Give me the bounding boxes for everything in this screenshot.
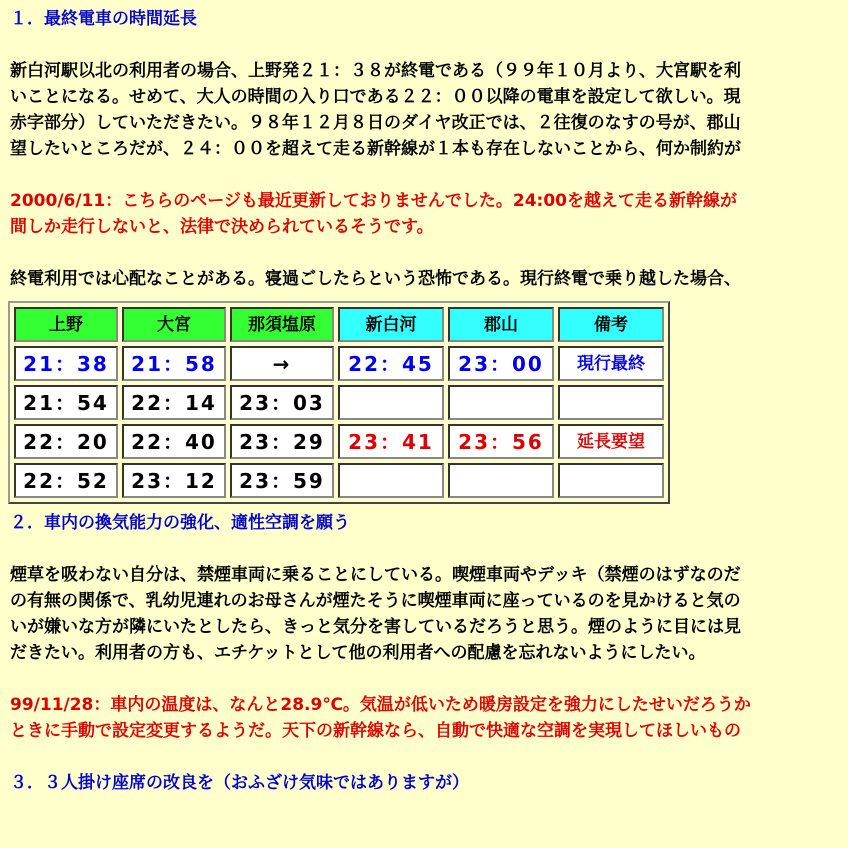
header-ueno: 上野	[14, 307, 118, 342]
time-cell: 23：59	[230, 463, 334, 498]
time-cell: 22：40	[122, 424, 226, 459]
timetable-row	[14, 385, 664, 420]
section1-line: 赤字部分）していただきたい。９８年１２月８日のダイヤ改正では、２往復のなすの号が、郡山	[10, 113, 741, 133]
time-cell	[448, 385, 554, 420]
header-nasushiobara: 那須塩原	[230, 307, 334, 342]
timetable-row	[14, 346, 664, 381]
header-koriyama: 郡山	[448, 307, 554, 342]
update-note-line: 99/11/28：車内の温度は、なんと28.9℃。気温が低いため暖房設定を強力にしたせいだろうか	[10, 695, 751, 715]
section2-line: 煙草を吸わない自分は、禁煙車両に乗ることにしている。喫煙車両やデッキ（禁煙のはずなのだ	[10, 565, 741, 585]
time-cell: 23：03	[230, 385, 334, 420]
update-note-line: ときに手動で設定変更するようだ。天下の新幹線なら、自動で快適な空調を実現してほしいもの	[10, 721, 741, 741]
time-cell: 23：29	[230, 424, 334, 459]
section2-line: いが嫌いな方が隣にいたとしたら、きっと気分を害しているだろうと思う。煙のように目には見	[10, 617, 741, 637]
time-cell: 21：58	[122, 346, 226, 381]
section2-line: の有無の関係で、乳幼児連れのお母さんが煙たそうに喫煙車両に座っているのを見かけると気の	[10, 591, 741, 611]
update-note-line: 2000/6/11：こちらのページも最近更新しておりませんでした。24:00を越えて走る新幹線が	[10, 191, 737, 211]
time-cell: 23：00	[448, 346, 554, 381]
time-cell	[338, 463, 444, 498]
remark-cell: 延長要望	[558, 424, 664, 459]
time-cell: 22：45	[338, 346, 444, 381]
time-cell: 23：12	[122, 463, 226, 498]
time-cell: 22：52	[14, 463, 118, 498]
page-content	[10, 6, 848, 796]
header-shinshirakawa: 新白河	[338, 307, 444, 342]
arrow-cell: →	[230, 346, 334, 381]
timetable-row	[14, 463, 664, 498]
section1-after-line: 終電利用では心配なことがある。寝過ごしたらという恐怖である。現行終電で乗り越した場合、	[10, 269, 741, 289]
remark-cell	[558, 463, 664, 498]
time-cell: 23：56	[448, 424, 554, 459]
section1-line: 望したいところだが、２４：００を超えて走る新幹線が１本も存在しないことから、何か制約が	[10, 139, 741, 159]
time-cell: 23：41	[338, 424, 444, 459]
timetable-header-row	[14, 307, 664, 342]
time-cell	[448, 463, 554, 498]
time-cell: 22：14	[122, 385, 226, 420]
section1-line: 新白河駅以北の利用者の場合、上野発２１：３８が終電である（９９年１０月より、大宮駅を利	[10, 61, 741, 81]
time-cell: 22：20	[14, 424, 118, 459]
remark-cell: 現行最終	[558, 346, 664, 381]
timetable	[8, 301, 670, 504]
section2-heading: ２．車内の換気能力の強化、適性空調を願う	[10, 513, 350, 533]
header-remarks: 備考	[558, 307, 664, 342]
timetable-row	[14, 424, 664, 459]
header-omiya: 大宮	[122, 307, 226, 342]
time-cell: 21：54	[14, 385, 118, 420]
section1-heading: １．最終電車の時間延長	[10, 9, 197, 29]
update-note-line: 間しか走行しないと、法律で決められているそうです。	[10, 217, 434, 237]
section1-line: いことになる。せめて、大人の時間の入り口である２２：００以降の電車を設定して欲しい。現	[10, 87, 741, 107]
time-cell: 21：38	[14, 346, 118, 381]
time-cell	[338, 385, 444, 420]
section3-heading: ３．３人掛け座席の改良を（おふざけ気味ではありますが）	[10, 773, 469, 793]
remark-cell	[558, 385, 664, 420]
section2-line: だきたい。利用者の方も、エチケットとして他の利用者への配慮を忘れないようにしたい。	[10, 643, 706, 663]
